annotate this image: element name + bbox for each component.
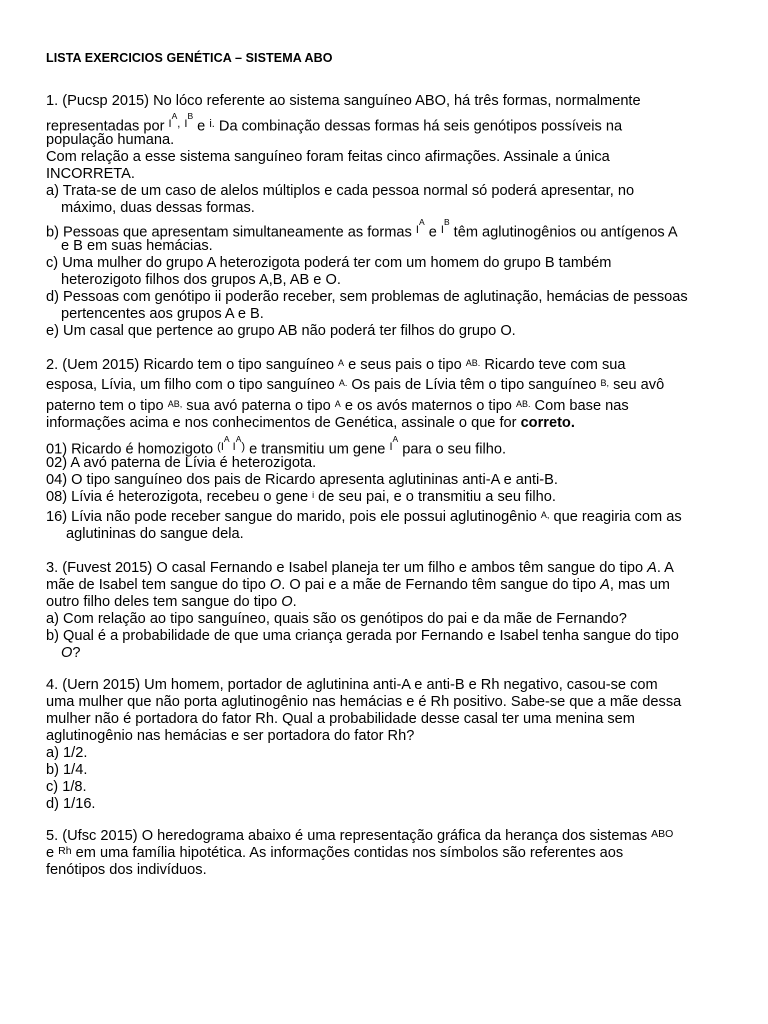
allele-IB: IB [184, 111, 194, 130]
q2-option-08: 08) Lívia é heterozigota, recebeu o gene $^i$ de seu pai, e o transmitiu a seu filho. [46, 489, 556, 505]
question-1 [46, 93, 746, 340]
q5-line-3: fenótipos dos indivíduos. [46, 862, 207, 878]
question-5 [46, 828, 746, 879]
page-title: LISTA EXERCICIOS GENÉTICA – SISTEMA ABO [46, 51, 333, 65]
q2-line-4: informações acima e nos conhecimentos de Genética, assinale o que for correto. [46, 415, 575, 431]
q2-number: 2. [46, 357, 59, 373]
q4-option-c: c) 1/8. [46, 779, 87, 795]
q3-number: 3. [46, 560, 59, 576]
q3-option-a: a) Com relação ao tipo sanguíneo, quais são os genótipos do pai e da mãe de Fernando? [46, 611, 627, 627]
q4-option-b: b) 1/4. [46, 762, 88, 778]
question-2 [46, 357, 746, 543]
q4-line-3: mulher não é portadora do fator Rh. Qual a probabilidade desse casal ter uma menina sem [46, 711, 635, 727]
q3-option-b: b) Qual é a probabilidade de que uma criança gerada por Fernando e Isabel tenha sangue do tipo [46, 628, 679, 644]
q1-number: 1. [46, 93, 59, 109]
q1-option-d-cont: pertencentes aos grupos A e B. [61, 306, 264, 322]
question-4 [46, 677, 746, 813]
q1-line-3: população humana. [46, 132, 175, 148]
q5-line-2: e $^{Rh}$ em uma família hipotética. As informações contidas nos símbolos são referentes aos [46, 845, 624, 861]
q4-option-d: d) 1/16. [46, 796, 96, 812]
q2-line-2: esposa, Lívia, um filho com o tipo sanguíneo $^{A.}$ Os pais de Lívia têm o tipo sanguíneo $^{B,}$ seu avô [46, 377, 665, 393]
q1-option-b: b) Pessoas que apresentam simultaneamente as formas $^{I^A}$ e $^{I^B}$ têm aglutinogênios ou antígenos A [46, 217, 678, 241]
q3-line-2: mãe de Isabel tem sangue do tipo O. O pai e a mãe de Fernando têm sangue do tipo A, mas um [46, 577, 670, 593]
q3-line-3: outro filho deles tem sangue do tipo O. [46, 594, 297, 610]
q5-number: 5. [46, 828, 59, 844]
allele-IA: IA, [168, 111, 181, 130]
q3-option-b-cont: O? [61, 645, 81, 661]
q1-option-a-cont: máximo, duas dessas formas. [61, 200, 255, 216]
q1-option-d: d) Pessoas com genótipo ii poderão receber, sem problemas de aglutinação, hemácias de pessoas [46, 289, 688, 305]
q1-line-1: 1. (Pucsp 2015) No lóco referente ao sistema sanguíneo ABO, há três formas, normalmente [46, 93, 641, 109]
q1-line-4: Com relação a esse sistema sanguíneo foram feitas cinco afirmações. Assinale a única [46, 149, 610, 165]
q1-option-a: a) Trata-se de um caso de alelos múltiplos e cada pessoa normal só poderá apresentar, no [46, 183, 635, 199]
q1-line-2: representadas por $^{I^A,}$ $^{I^B}$ e $^{i.}$ Da combinação dessas formas há seis genótipos possíveis na [46, 111, 623, 135]
q2-option-16: 16) Lívia não pode receber sangue do marido, pois ele possui aglutinogênio $^{A,}$ que reagiria com as [46, 509, 682, 525]
q4-line-2: uma mulher que não porta aglutinogênio nas hemácias e é Rh positivo. Sabe-se que a mãe dessa [46, 694, 682, 710]
q1-line-5: INCORRETA. [46, 166, 135, 182]
allele-IA: IA [389, 434, 399, 453]
q2-option-04: 04) O tipo sanguíneo dos pais de Ricardo apresenta aglutininas anti-A e anti-B. [46, 472, 558, 488]
q2-line-1: 2. (Uem 2015) Ricardo tem o tipo sanguíneo $^A$ e seus pais o tipo $^{AB.}$ Ricardo teve com sua [46, 357, 626, 373]
q2-option-01: 01) Ricardo é homozigoto $^{(I^A I^A)}$ e transmitiu um gene $^{I^A}$ para o seu filho. [46, 434, 507, 458]
q4-option-a: a) 1/2. [46, 745, 88, 761]
allele-IB: IB [440, 217, 450, 236]
allele-IA: IA [415, 217, 425, 236]
q1-option-c: c) Uma mulher do grupo A heterozigota poderá ter com um homem do grupo B também [46, 255, 612, 271]
q5-line-1: 5. (Ufsc 2015) O heredograma abaixo é uma representação gráfica da herança dos sistemas $^{ABO}$ [46, 828, 674, 844]
q1-option-b-cont: e B em suas hemácias. [61, 238, 213, 254]
q2-line-3: paterno tem o tipo $^{AB,}$ sua avó paterna o tipo $^A$ e os avós maternos o tipo $^{AB.}$ Com base nas [46, 398, 629, 414]
q4-number: 4. [46, 677, 59, 693]
q2-option-02: 02) A avó paterna de Lívia é heterozigota. [46, 455, 317, 471]
genotype-IAIA: (IA IA) [217, 434, 246, 453]
q4-line-1: 4. (Uern 2015) Um homem, portador de aglutinina anti-A e anti-B e Rh negativo, casou-se com [46, 677, 658, 693]
allele-i: i. [209, 117, 215, 130]
q1-option-c-cont: heterozigoto filhos dos grupos A,B, AB e O. [61, 272, 341, 288]
q2-option-16-cont: aglutininas do sangue dela. [66, 526, 244, 542]
q1-option-e: e) Um casal que pertence ao grupo AB não poderá ter filhos do grupo O. [46, 323, 516, 339]
q3-line-1: 3. (Fuvest 2015) O casal Fernando e Isabel planeja ter um filho e ambos têm sangue do tipo A. A [46, 560, 674, 576]
question-3 [46, 560, 746, 662]
q4-line-4: aglutinogênio nas hemácias e ser portadora do fator Rh? [46, 728, 415, 744]
